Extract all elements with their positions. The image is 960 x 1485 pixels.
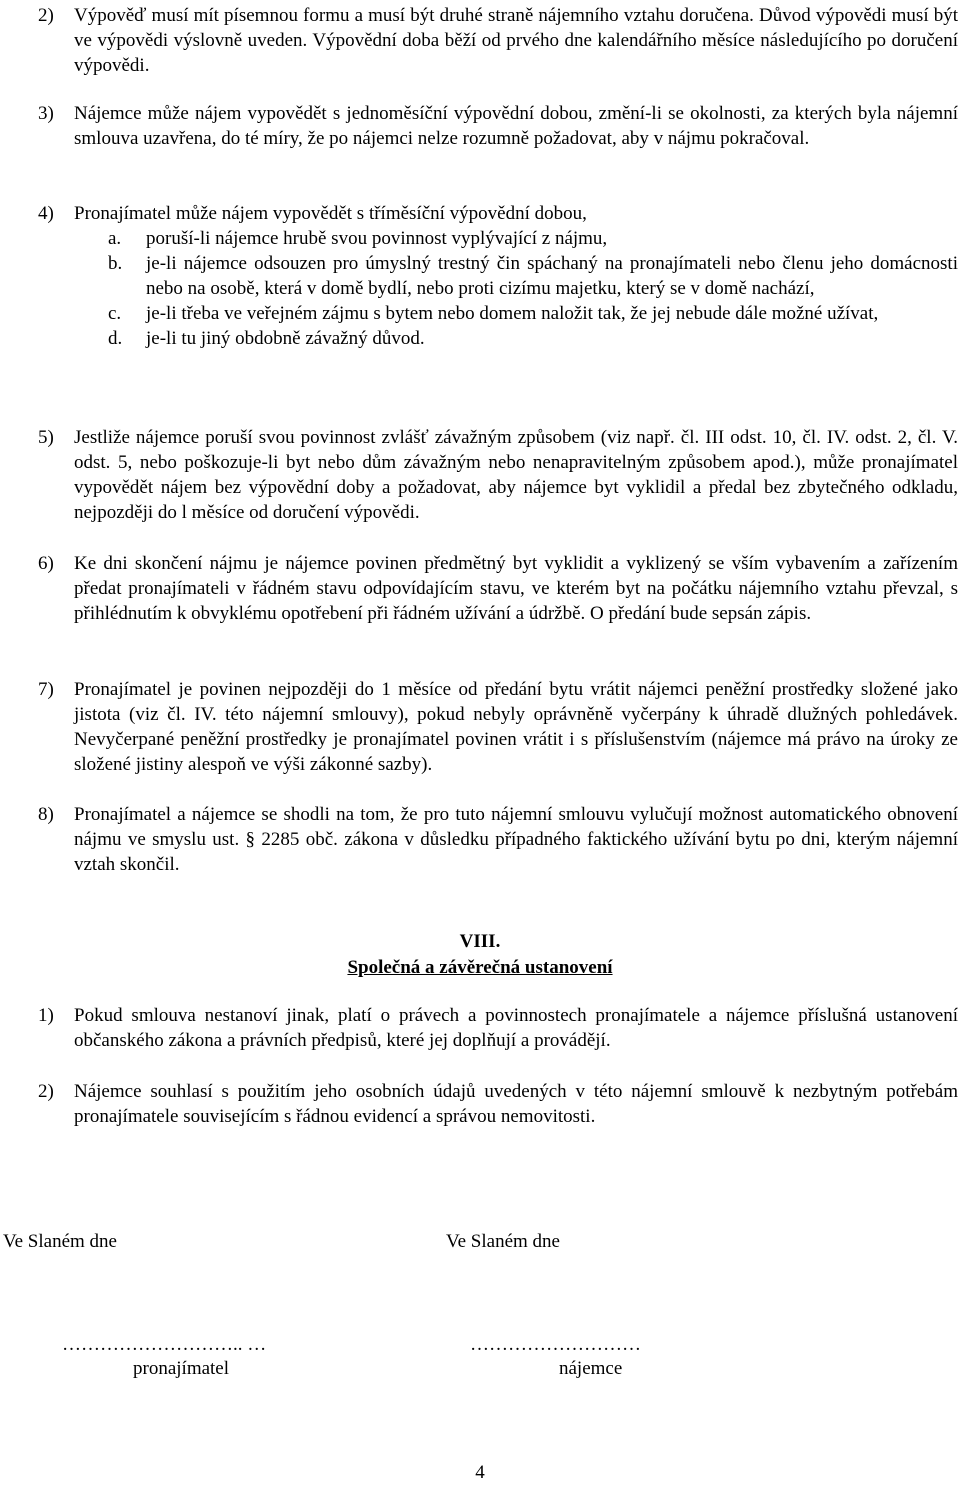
- section-title: [0, 955, 960, 980]
- clause-4: [38, 201, 958, 226]
- clause-2: [38, 3, 958, 78]
- clause-number: 2): [38, 1081, 54, 1102]
- page-number: 4: [475, 1462, 485, 1483]
- subitem: [108, 226, 958, 251]
- clause-text: Pronajímatel je povinen nejpozději do 1 měsíce od předání bytu vrátit nájemci peněžní prostředky složené jako jistota (viz čl. IV. této nájemní smlouvy), pokud nebyly oprávněně vyčerpány k úhradě dlužných pohledávek. Nevyčerpané peněžní prostředky je pronajímatel povinen vrátit i s příslušenstvím (nájemce má právo na úroky ze složené jistiny alespoň ve výši zákonné sazby).: [74, 679, 958, 775]
- subitem-text: je-li tu jiný obdobně závažný důvod.: [146, 328, 425, 349]
- clause-text: Pronajímatel a nájemce se shodli na tom, že pro tuto nájemní smlouvu vylučují možnost automatického obnovení nájmu ve smyslu ust. § 2285 obč. zákona v důsledku případného faktického užívání bytu po dni, kterým nájemní vztah skončil.: [74, 804, 958, 875]
- tenant-place-date: Ve Slaném dne: [446, 1231, 560, 1252]
- tenant-signature-line: ………………………: [470, 1334, 641, 1355]
- clause-text: Ke dni skončení nájmu je nájemce povinen předmětný byt vyklidit a vyklizený se vším vybavením a zařízením předat pronajímateli v řádném stavu odpovídajícím stavu, ve kterém byt na počátku nájemního vztahu převzal, s přihlédnutím k obvyklému opotřebení při řádném užívání a údržbě. O předání bude sepsán zápis.: [74, 553, 958, 624]
- subitem-text: poruší-li nájemce hrubě svou povinnost vyplývající z nájmu,: [146, 228, 608, 249]
- section-title-text: Společná a závěrečná ustanovení: [347, 957, 613, 978]
- final-clause-2: [38, 1079, 958, 1129]
- clause-number: 3): [38, 103, 54, 124]
- clause-text: Pokud smlouva nestanoví jinak, platí o právech a povinnostech pronajímatele a nájemce příslušná ustanovení občanského zákona a právních předpisů, které jej doplňují a provádějí.: [74, 1005, 958, 1051]
- clause-7: [38, 677, 958, 777]
- final-clause-1: [38, 1003, 958, 1053]
- landlord-signature-line: ……………………….. …: [62, 1334, 267, 1355]
- subitem-text: je-li třeba ve veřejném zájmu s bytem nebo domem naložit tak, že jej nebude dále možné užívat,: [146, 303, 879, 324]
- section-roman-numeral: VIII.: [459, 931, 501, 952]
- subitem-letter: d.: [108, 328, 123, 349]
- subitem: [108, 301, 958, 326]
- subitem-text: je-li nájemce odsouzen pro úmyslný trestný čin spáchaný na pronajímateli nebo členu jeho domácnosti nebo na osobě, která v domě bydlí, nebo proti cizímu majetku, který se v domě nachází,: [146, 253, 958, 299]
- landlord-place-date: Ve Slaném dne: [3, 1231, 117, 1252]
- clause-6: [38, 551, 958, 626]
- subitem-letter: c.: [108, 303, 122, 324]
- tenant-role-label: nájemce: [559, 1358, 623, 1379]
- clause-8: [38, 802, 958, 877]
- clause-4-subitems: [38, 226, 958, 351]
- subitem: [108, 326, 958, 351]
- clause-3: [38, 101, 958, 151]
- clause-text: Výpověď musí mít písemnou formu a musí být druhé straně nájemního vztahu doručena. Důvod výpovědi musí být ve výpovědi výslovně uveden. Výpovědní doba běží od prvého dne kalendářního měsíce následujícího po doručení výpovědi.: [74, 5, 958, 76]
- clause-text: Nájemce souhlasí s použitím jeho osobních údajů uvedených v této nájemní smlouvě k nezbytným potřebám pronajímatele souvisejícím s řádnou evidencí a správou nemovitosti.: [74, 1081, 958, 1127]
- subitem-letter: a.: [108, 228, 122, 249]
- clause-number: 7): [38, 679, 54, 700]
- subitem: [108, 251, 958, 301]
- clause-number: 6): [38, 553, 54, 574]
- subitem-letter: b.: [108, 253, 123, 274]
- clause-number: 4): [38, 203, 54, 224]
- clause-number: 1): [38, 1005, 54, 1026]
- clause-5: [38, 425, 958, 525]
- clause-number: 8): [38, 804, 54, 825]
- clause-text: Pronajímatel může nájem vypovědět s tříměsíční výpovědní dobou,: [74, 203, 587, 224]
- clause-number: 2): [38, 5, 54, 26]
- clause-text: Nájemce může nájem vypovědět s jednoměsíční výpovědní dobou, změní-li se okolnosti, za kterých byla nájemní smlouva uzavřena, do té míry, že po nájemci nelze rozumně požadovat, aby v nájmu pokračoval.: [74, 103, 958, 149]
- landlord-role-label: pronajímatel: [133, 1358, 230, 1379]
- clause-text: Jestliže nájemce poruší svou povinnost zvlášť závažným způsobem (viz např. čl. III odst. 10, čl. IV. odst. 2, čl. V. odst. 5, nebo poškozuje-li byt nebo dům závažným nebo nenapravitelným způsobem apod.), může pronajímatel vypovědět nájem bez výpovědní doby a požadovat, aby nájemce byt vyklidil a předal bez zbytečného odkladu, nejpozději do l měsíce od doručení výpovědi.: [74, 427, 958, 523]
- clause-number: 5): [38, 427, 54, 448]
